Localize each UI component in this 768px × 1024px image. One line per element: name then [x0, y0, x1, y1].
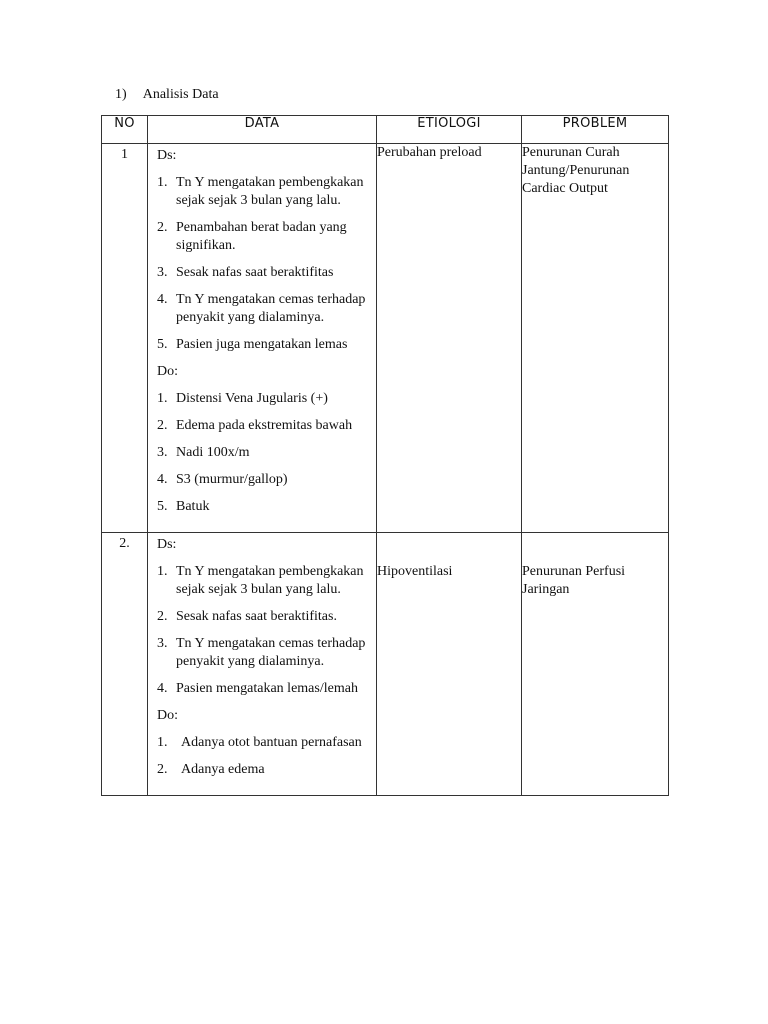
- list-item: 1. Tn Y mengatakan pembengkakan sejak sejak 3 bulan yang lalu.: [157, 175, 364, 208]
- analysis-table: [101, 115, 669, 796]
- do-label: Do:: [157, 708, 178, 723]
- list-item: 1. Adanya otot bantuan pernafasan: [157, 735, 362, 750]
- section-title: Analisis Data: [142, 87, 219, 102]
- do-list: [157, 390, 368, 516]
- list-item: 4. Tn Y mengatakan cemas terhadap penyakit yang dialaminya.: [157, 292, 366, 325]
- section-number: 1): [115, 87, 127, 102]
- table-row: [102, 144, 669, 533]
- row-number-cell: [102, 144, 148, 533]
- data-cell: [148, 144, 377, 533]
- list-item: 5. Batuk: [157, 499, 210, 514]
- ds-list: [157, 174, 368, 354]
- list-item: 2. Sesak nafas saat beraktifitas.: [157, 609, 337, 624]
- header-etiologi: ETIOLOGI: [377, 116, 522, 144]
- data-cell: [148, 533, 377, 796]
- do-label: Do:: [157, 364, 178, 379]
- header-no: NO: [102, 116, 148, 144]
- etiologi-cell: [377, 144, 522, 533]
- do-list: [157, 734, 368, 779]
- list-item: 5. Pasien juga mengatakan lemas: [157, 337, 348, 352]
- header-data: DATA: [148, 116, 377, 144]
- list-item: 2. Edema pada ekstremitas bawah: [157, 418, 353, 433]
- list-item: 3. Tn Y mengatakan cemas terhadap penyakit yang dialaminya.: [157, 636, 366, 669]
- list-item: 3. Sesak nafas saat beraktifitas: [157, 265, 334, 280]
- problem-text: Penurunan Perfusi Jaringan: [522, 564, 626, 597]
- table-header-row: [102, 116, 669, 144]
- table-row: [102, 533, 669, 796]
- row-number: 1: [121, 147, 128, 162]
- list-item: 3. Nadi 100x/m: [157, 445, 250, 460]
- problem-cell: [522, 533, 669, 796]
- etiologi-cell: [377, 533, 522, 796]
- row-number-cell: [102, 533, 148, 796]
- section-heading: [115, 87, 219, 103]
- list-item: 2. Penambahan berat badan yang signifikan.: [157, 220, 347, 253]
- list-item: 4. S3 (murmur/gallop): [157, 472, 288, 487]
- list-item: 4. Pasien mengatakan lemas/lemah: [157, 681, 358, 696]
- problem-cell: [522, 144, 669, 533]
- row-number: 2.: [119, 536, 130, 551]
- etiologi-text: Perubahan preload: [377, 145, 482, 160]
- list-item: 2. Adanya edema: [157, 762, 265, 777]
- ds-list: [157, 563, 368, 698]
- list-item: 1. Tn Y mengatakan pembengkakan sejak sejak 3 bulan yang lalu.: [157, 564, 364, 597]
- ds-label: Ds:: [157, 537, 177, 552]
- header-problem: PROBLEM: [522, 116, 669, 144]
- ds-label: Ds:: [157, 148, 177, 163]
- etiologi-text: Hipoventilasi: [377, 564, 453, 579]
- problem-text: Penurunan Curah Jantung/Penurunan Cardiac Output: [522, 145, 630, 196]
- list-item: 1. Distensi Vena Jugularis (+): [157, 391, 328, 406]
